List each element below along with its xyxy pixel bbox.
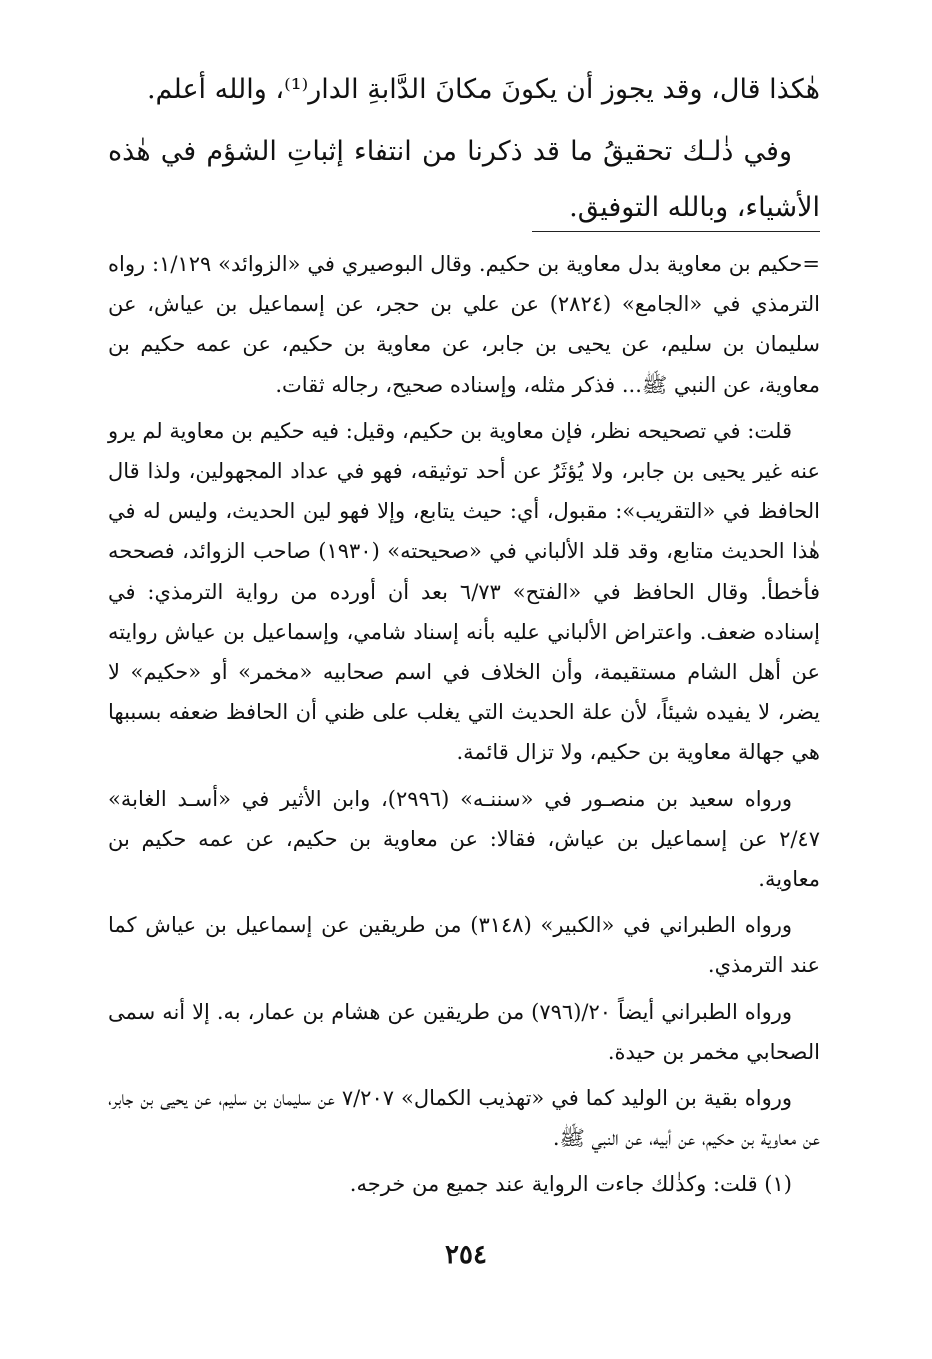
footnote-paragraph-continuation: =حكيم بن معاوية بدل معاوية بن حكيم. وقال البوصيري في «الزوائد» ١/١٢٩: رواه الترمذي في «الجامع» (٢٨٢٤) عن علي بن حجر، عن إسماعيل بن عياش، عن سليمان بن سليم، عن يحيى بن جابر، عن معاوية بن حكيم، عن عمه حكيم بن معاوية، عن النبي ﷺ... فذكر مثله، وإسناده صحيح، رجاله ثقات. [108, 252, 821, 397]
footnote-paragraph-said-bin-mansur: ورواه سعيد بن منصـور في «سننـه» (٢٩٩٦)، وابن الأثير في «أسـد الغابة» ٢/٤٧ عن إسماعيل بن عياش، فقالا: عن معاوية بن حكيم، عن عمه حكيم بن معاوية. [108, 786, 820, 892]
footnote-paragraph-commentary: قلت: في تصحيحه نظر، فإن معاوية بن حكيم، وقيل: فيه حكيم بن معاوية لم يرو عنه غير يحيى بن جابر، ولا يُؤثَرُ عن أحد توثيقه، فهو في عداد المجهولين، ولذا قال الحافظ في «التقريب»: مقبول، أي: حيث يتابع، وإلا فهو لين الحديث، وليس له في هٰذا الحديث متابع، وقد قلد الألباني في «صحيحته» (١٩٣٠) صاحب الزوائد، فصححه فأخطأ. وقال الحافظ في «الفتح» ٦/٧٣ بعد أن أورده من رواية الترمذي: في إسناده ضعف. واعتراض الألباني عليه بأنه إسناد شامي، وإسماعيل بن عياش روايته عن أهل الشام مستقيمة، وأن الخلاف في اسم صحابيه «مخمر» أو «حكيم» لا يضر، لا يفيده شيئاً، لأن علة الحديث التي يغلب على ظني أن الحافظ ضعفه بسببها هي جهالة معاوية بن حكيم، ولا تزال قائمة. [108, 418, 821, 765]
footnote-separator [532, 231, 820, 232]
page-number: ٢٥٤ [445, 1240, 487, 1270]
footnote-paragraph-tabarani-kabir: ورواه الطبراني في «الكبير» (٣١٤٨) من طريقين عن إسماعيل بن عياش كما عند الترمذي. [108, 913, 820, 978]
footnote-paragraph-baqiyya: ورواه بقية بن الوليد كما في «تهذيب الكمال» ٧/٢٠٧ عن سليمان بن سليم، عن يحيى بن جابر، عن معاوية بن حكيم، عن أبيه، عن النبي ﷺ. [108, 1086, 820, 1151]
footnote-1: (١) قلت: وكذٰلك جاءت الرواية عند جميع من خرجه. [349, 1172, 792, 1197]
footnotes [108, 244, 820, 1211]
main-paragraph-1: هٰكذا قال، وقد يجوز أن يكونَ مكانَ الدَّابةِ الدار⁽¹⁾، والله أعلم. [146, 74, 820, 105]
footnote-paragraph-tabarani-second: ورواه الطبراني أيضاً ٢٠/(٧٩٦) من طريقين عن هشام بن عمار، به. إلا أنه سمى الصحابي مخمر بن حيدة. [108, 999, 820, 1064]
main-text [108, 62, 820, 242]
main-paragraph-2: وفي ذٰلـك تحقيقُ ما قد ذكرنا من انتفاء إثباتِ الشؤم في هٰذه الأشياء، وبالله التوفيق. [108, 136, 820, 223]
